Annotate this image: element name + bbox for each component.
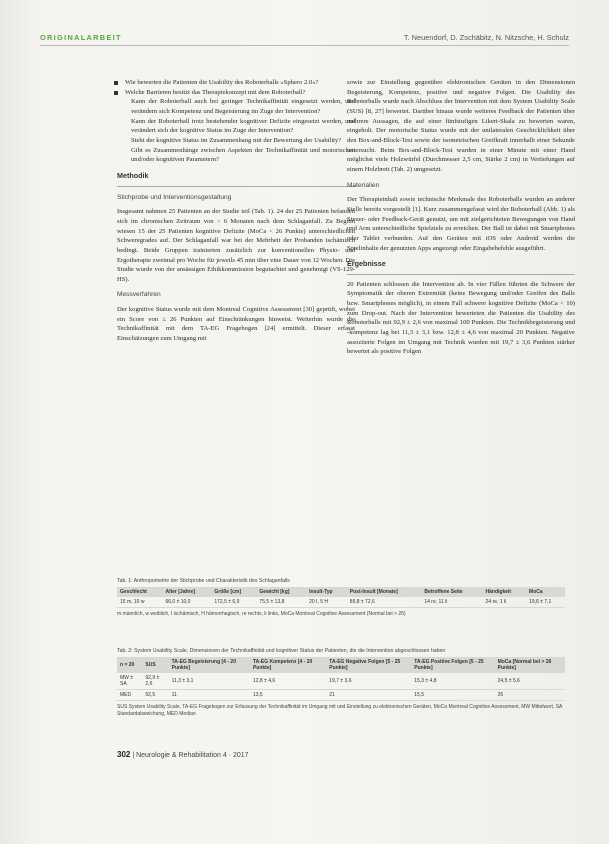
table-cell: 24,5 ± 5,6: [495, 673, 565, 690]
col-header: Gewicht [kg]: [256, 587, 306, 597]
divider: [347, 274, 575, 275]
table-2-caption: Tab. 2: System Usability Scale, Dimensionen der Technikaffinität und kognitiver Status der Patienten, die die Intervention abgeschlossen haben: [117, 648, 446, 654]
paragraph-results: 20 Patienten schlossen die Intervention ab. In vier Fällen führten die Schwere der Symptomatik der oberen Extremität (keine Bewegung und/oder Greifen des Balls bzw. Smartphones möglich), in einem Fall schwere kognitive Defizite (MoCa < 10) zum Drop-out. Nach der Intervention bewerteten die Patienten die Usability des Roboterballs mit 92,9 ± 2,6 von maximal 100 Punkten. Die Technikbegeisterung und -kompetenz lag bei 11,3 ± 3,1 bzw. 12,8 ± 4,6 von maximal 20 Punkten. Negative assoziierte Folgen im Umgang mit Technik wurden mit 19,7 ± 3,6 Punkten stärker bewertet als positive Folgen: [347, 280, 575, 356]
table-cell: 75,5 ± 13,8: [256, 597, 306, 608]
table-cell: 24 re, 1 li: [483, 597, 527, 608]
table-1-caption: Tab. 1: Anthropometrie der Stichprobe und Charakteristik des Schlaganfalls: [117, 578, 290, 584]
bullet-square-icon: [114, 81, 118, 85]
table-cell: 15 m, 10 w: [117, 597, 162, 608]
header-authors: T. Neuendorf, D. Zschäbitz, N. Nitzsche, H. Schulz: [403, 33, 569, 42]
heading-method: Methodik: [117, 170, 149, 180]
table-cell: MED: [117, 690, 142, 701]
table-cell: 92,5: [142, 690, 168, 701]
col-header: Betroffene Seite: [421, 587, 482, 597]
table-cell: 66,0 ± 10,0: [162, 597, 211, 608]
table-row: [117, 597, 565, 608]
table-header-row: [117, 587, 565, 597]
col-header: TA-EG Begeisterung [4 - 20 Punkte]: [169, 657, 250, 673]
table-cell: 19,6 ± 7,1: [526, 597, 565, 608]
col-header: Geschlecht: [117, 587, 162, 597]
bullet-square-icon: [114, 91, 118, 95]
col-header: Alter [Jahre]: [162, 587, 211, 597]
table-2-footnote: SUS System Usability Scale, TA-EG Fragebogen zur Erfassung der Technikaffinität im Umgang mit und Einstellung zu elektronischen Geräten, MoCa Montreal Cognitive Assessment, MW Mittelwert, SA Standardabweichung, MED Median: [117, 704, 563, 717]
table-cell: 15,5: [411, 690, 494, 701]
table-cell: 20 I, 5 H: [306, 597, 347, 608]
table-cell: 92,9 ± 2,6: [142, 673, 168, 690]
subquestion: Kann der Roboterball trotz bestehender kognitiver Defizite eingesetzt werden, und verändert sich der kognitive Status im Zuge der Intervention?: [131, 117, 355, 135]
journal-name: Neurologie & Rehabilitation 4 · 2017: [136, 752, 249, 759]
header-rule: [40, 45, 569, 46]
col-header: Post-Insult [Monate]: [347, 587, 422, 597]
table-1: [117, 578, 565, 618]
running-header: [40, 33, 569, 45]
footer-separator: |: [132, 752, 137, 759]
table-row: [117, 690, 565, 701]
table-cell: 172,5 ± 6,9: [211, 597, 256, 608]
table-header-row: [117, 657, 565, 673]
col-header: TA-EG Negative Folgen [5 - 25 Punkte]: [326, 657, 411, 673]
col-header: TA-EG Positive Folgen [5 - 25 Punkte]: [411, 657, 494, 673]
subheading-measure: Messverfahren: [117, 291, 161, 299]
subquestion: Kann der Roboterball auch bei geringer Technikaffinität eingesetzt werden, und verändern sich Kompetenz und Begeisterung im Zuge der Intervention?: [131, 98, 355, 115]
table-cell: 89,8 ± 72,6: [347, 597, 422, 608]
table-cell: 13,5: [250, 690, 326, 701]
table-cell: MW ± SA: [117, 673, 142, 690]
table-cell: 11,3 ± 3,1: [169, 673, 250, 690]
col-header: TA-EG Kompetenz [4 - 20 Punkte]: [250, 657, 326, 673]
table-cell: 19,7 ± 3,6: [326, 673, 411, 690]
heading-results: Ergebnisse: [347, 259, 386, 269]
table-cell: 12,8 ± 4,6: [250, 673, 326, 690]
section-label: ORIGINALARBEIT: [40, 33, 122, 42]
col-header: MoCa: [526, 587, 565, 597]
subquestion: Gibt es Zusammenhänge zwischen Aspekten der Technikaffinität und motorischen und/oder kognitiven Parametern?: [131, 146, 355, 164]
paragraph-measure: Der kognitive Status wurde mit dem Montreal Cognitive Assessment [30] geprüft, wobei ein Score von ≤ 26 Punkten auf Einschränkungen hinweist. Weiterhin wurde die Technikaffinität mit dem TA-EG Fragebogen [24] ermittelt. Dieser erfasst Einschätzungen zum Umgang mit: [117, 306, 355, 343]
subheading-sample: Stichprobe und Interventionsgestaltung: [117, 193, 232, 201]
table-cell: 15,3 ± 4,8: [411, 673, 494, 690]
page-number: 302: [117, 750, 131, 759]
col-header: MoCa [Normal bei > 26 Punkte]: [495, 657, 565, 673]
table-cell: 21: [326, 690, 411, 701]
question-bullet: Welche Barrieren besitzt das Therapiekonzept mit dem Roboterball?: [117, 88, 355, 98]
table-1-grid: [117, 587, 565, 608]
left-column: [117, 78, 355, 344]
table-cell: 14 re, 11 li: [421, 597, 482, 608]
paragraph-sample: Insgesamt nahmen 25 Patienten an der Studie teil (Tab. 1). 24 der 25 Patienten befanden sich im chronischen Zeitraum von > 6 Monaten nach dem Schlaganfall. Zu Beginn wiesen 15 der 25 Patienten kognitive Defizite (MoCa < 26 Punkte) unterschiedlichen Schweregrades auf. Der Schlaganfall war bei der Mehrheit der Probanden ischämisch bedingt. Beide Gruppen trainierten zusätzlich zur konventionellen Physio- und Ergotherapie zweimal pro Woche für jeweils 45 min über eine Dauer von 12 Wochen. Die Studie wurde von der ansässigen Ethikkommission begutachtet und genehmigt (VS-129-HS).: [117, 208, 355, 283]
paragraph-material: Der Therapieinhalt sowie technische Merkmale des Roboterballs wurden an anderer Stelle bereits vorgestellt [1]. Kurz zusammengefasst wird der Roboterball (Abb. 1) als Steuer- oder Feedback-Gerät genutzt, um mit zielgerichteten Bewegungen von Hand und Arm unterschiedliche Spielziele zu erreichen. Der Ball ist dabei mit Smartphones oder Tablet verbunden. Auf den Geräten mit iOS oder Android werden die Spielinhalte der genutzten Apps angezeigt oder Eingabebefehle ausgeführt.: [347, 196, 575, 252]
col-header: Händigkeit: [483, 587, 527, 597]
table-cell: 11: [169, 690, 250, 701]
col-header: n = 20: [117, 657, 142, 673]
table-1-footnote: m männlich, w weiblich, I ischämisch, H hämorrhagisch, re rechts, li links, MoCa Montreal Cognitive Assessment (Normal bei > 26): [117, 611, 406, 617]
subquestion: Steht der kognitive Status im Zusammenhang mit der Bewertung der Usability?: [131, 136, 342, 144]
page-footer: [117, 750, 249, 759]
col-header: SUS: [142, 657, 168, 673]
subheading-material: Materialien: [347, 181, 380, 189]
col-header: Insult-Typ: [306, 587, 347, 597]
table-2: [117, 648, 565, 718]
col-header: Größe [cm]: [211, 587, 256, 597]
paragraph-methods-cont: sowie zur Einstellung gegenüber elektronischen Geräten in den Dimensionen Begeisterung, Kompetenz, positive und negative Folgen. Die Usability des Roboterballs wurde nach Abschluss der Intervention mit dem System Usability Scale (SUS) [8, 27] bewertet. Darüber hinaus wurde weiteres Feedback der Patienten über mehrere Aussagen, die auf einer fünfstufigen Likert-Skala zu bewerten waren, eingeholt. Der motorische Status wurde mit der unilateralen Geschicklichkeit über den Box-and-Block-Test sowie der isometrischen Greifkraft innerhalb einer Sekunde untersucht. Beim Box-and-Block-Test wurden in einer Minute mit einer Hand möglichst viele Holzwürfel (Durchmesser 2,5 cm, Stärke 2 cm) in Vertiefungen auf einem Holzbrett (Tab. 2) umgesetzt.: [347, 79, 575, 173]
right-column: [347, 78, 575, 357]
table-row: [117, 673, 565, 690]
divider: [117, 186, 355, 187]
question-bullet: Wie bewerten die Patienten die Usability des Roboterballs »Sphero 2.0«?: [117, 78, 355, 88]
table-cell: 26: [495, 690, 565, 701]
table-2-grid: [117, 657, 565, 701]
